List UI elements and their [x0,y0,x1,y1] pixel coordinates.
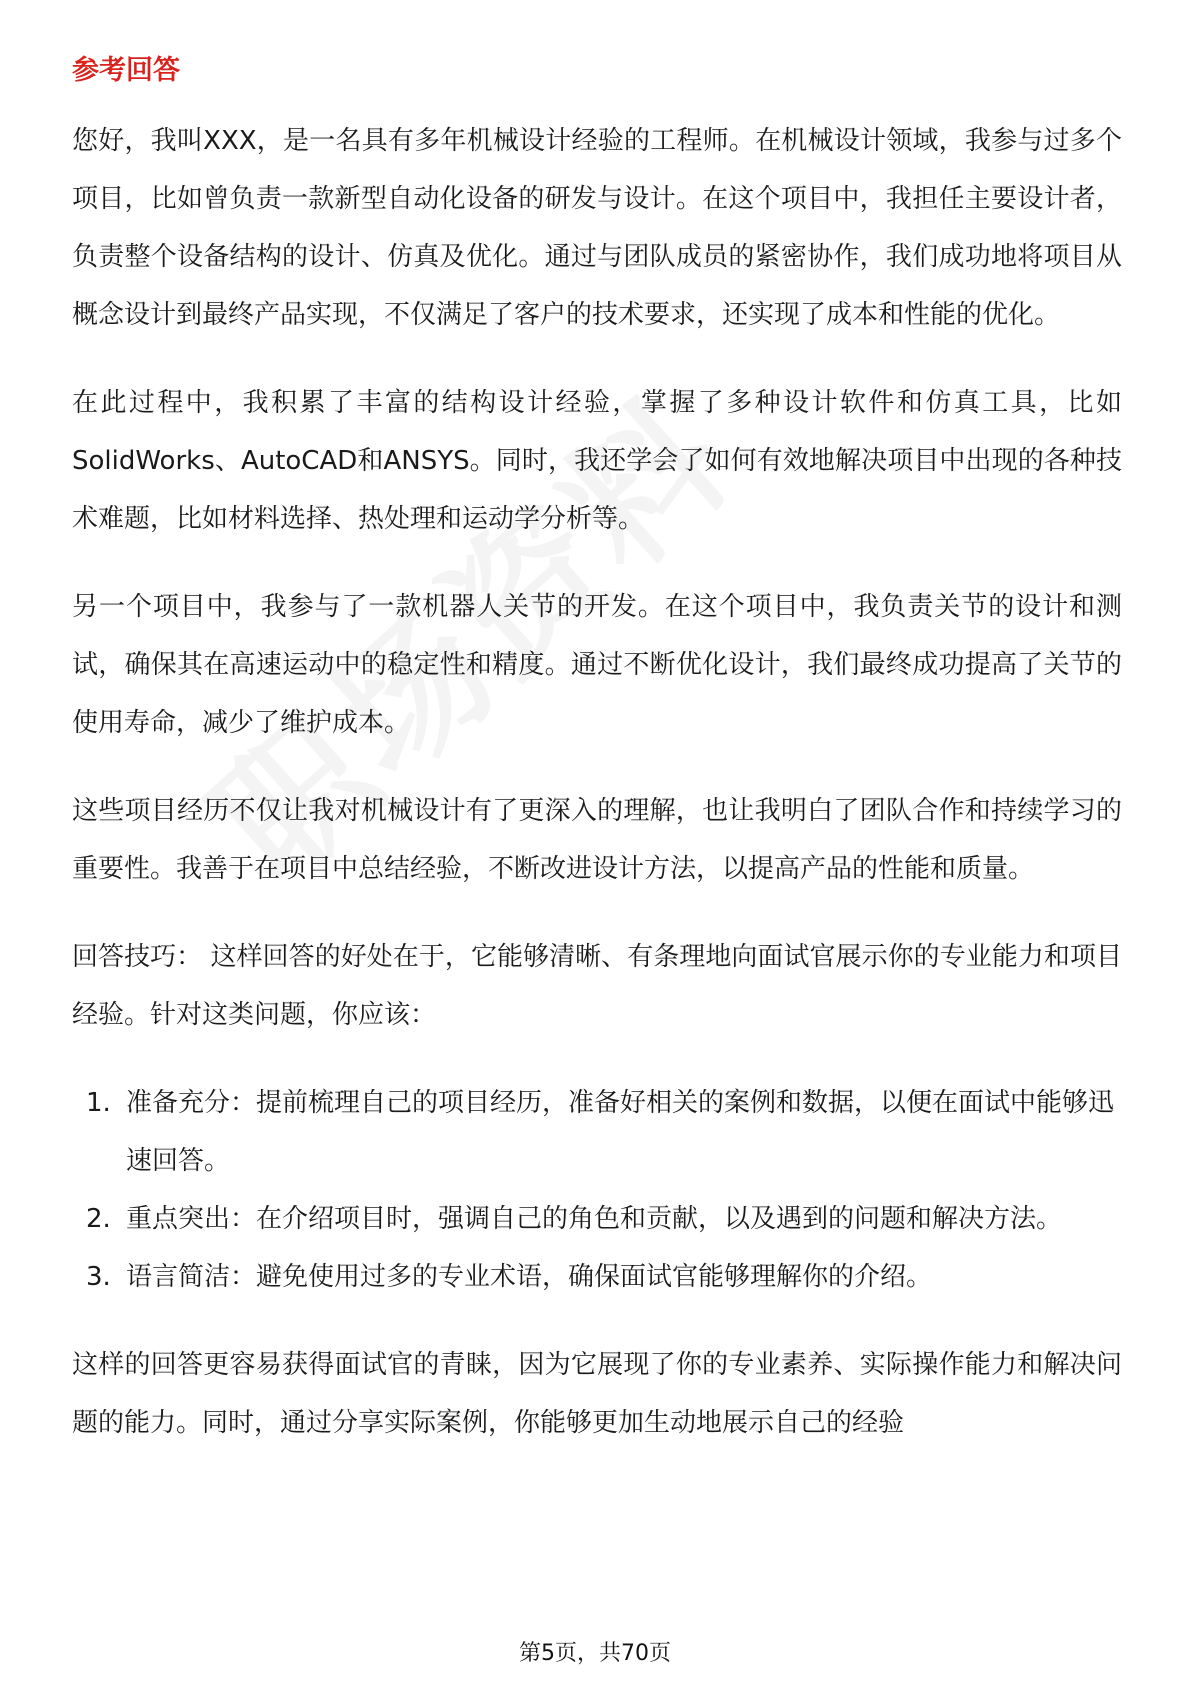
list-number: 3. [86,1262,111,1292]
paragraph-closing: 这样的回答更容易获得面试官的青睐，因为它展现了你的专业素养、实际操作能力和解决问题的能力。同时，通过分享实际案例，你能够更加生动地展示自己的经验 [72,1350,1122,1438]
list-text: 准备充分：提前梳理自己的项目经历，准备好相关的案例和数据，以便在面试中能够迅速回答。 [126,1088,1115,1176]
list-text: 重点突出：在介绍项目时，强调自己的角色和贡献，以及遇到的问题和解决方法。 [126,1204,1063,1234]
list-text: 语言简洁：避免使用过多的专业术语，确保面试官能够理解你的介绍。 [126,1262,933,1292]
paragraph-intro: 您好，我叫XXX，是一名具有多年机械设计经验的工程师。在机械设计领域，我参与过多个项目，比如曾负责一款新型自动化设备的研发与设计。在这个项目中，我担任主要设计者，负责整个设备结构的设计、仿真及优化。通过与团队成员的紧密协作，我们成功地将项目从概念设计到最终产品实现，不仅满足了客户的技术要求，还实现了成本和性能的优化。 [72,126,1122,330]
paragraph-experience: 在此过程中，我积累了丰富的结构设计经验，掌握了多种设计软件和仿真工具，比如SolidWorks、AutoCAD和ANSYS。同时，我还学会了如何有效地解决项目中出现的各种技术难题，比如材料选择、热处理和运动学分析等。 [72,388,1122,534]
document-body [72,48,1122,1482]
tips-list [72,1074,1122,1306]
page-footer: 第5页，共70页 [519,1641,671,1666]
section-heading: 参考回答 [72,55,180,86]
paragraph-summary: 这些项目经历不仅让我对机械设计有了更深入的理解，也让我明白了团队合作和持续学习的重要性。我善于在项目中总结经验，不断改进设计方法，以提高产品的性能和质量。 [72,796,1122,884]
list-number: 1. [86,1088,111,1118]
paragraph-robot-project: 另一个项目中，我参与了一款机器人关节的开发。在这个项目中，我负责关节的设计和测试，确保其在高速运动中的稳定性和精度。通过不断优化设计，我们最终成功提高了关节的使用寿命，减少了维护成本。 [72,592,1122,738]
paragraph-tips-intro: 回答技巧： 这样回答的好处在于，它能够清晰、有条理地向面试官展示你的专业能力和项目经验。针对这类问题，你应该： [72,942,1122,1030]
list-item [72,1248,1122,1306]
list-number: 2. [86,1204,111,1234]
list-item [72,1074,1122,1190]
list-item [72,1190,1122,1248]
